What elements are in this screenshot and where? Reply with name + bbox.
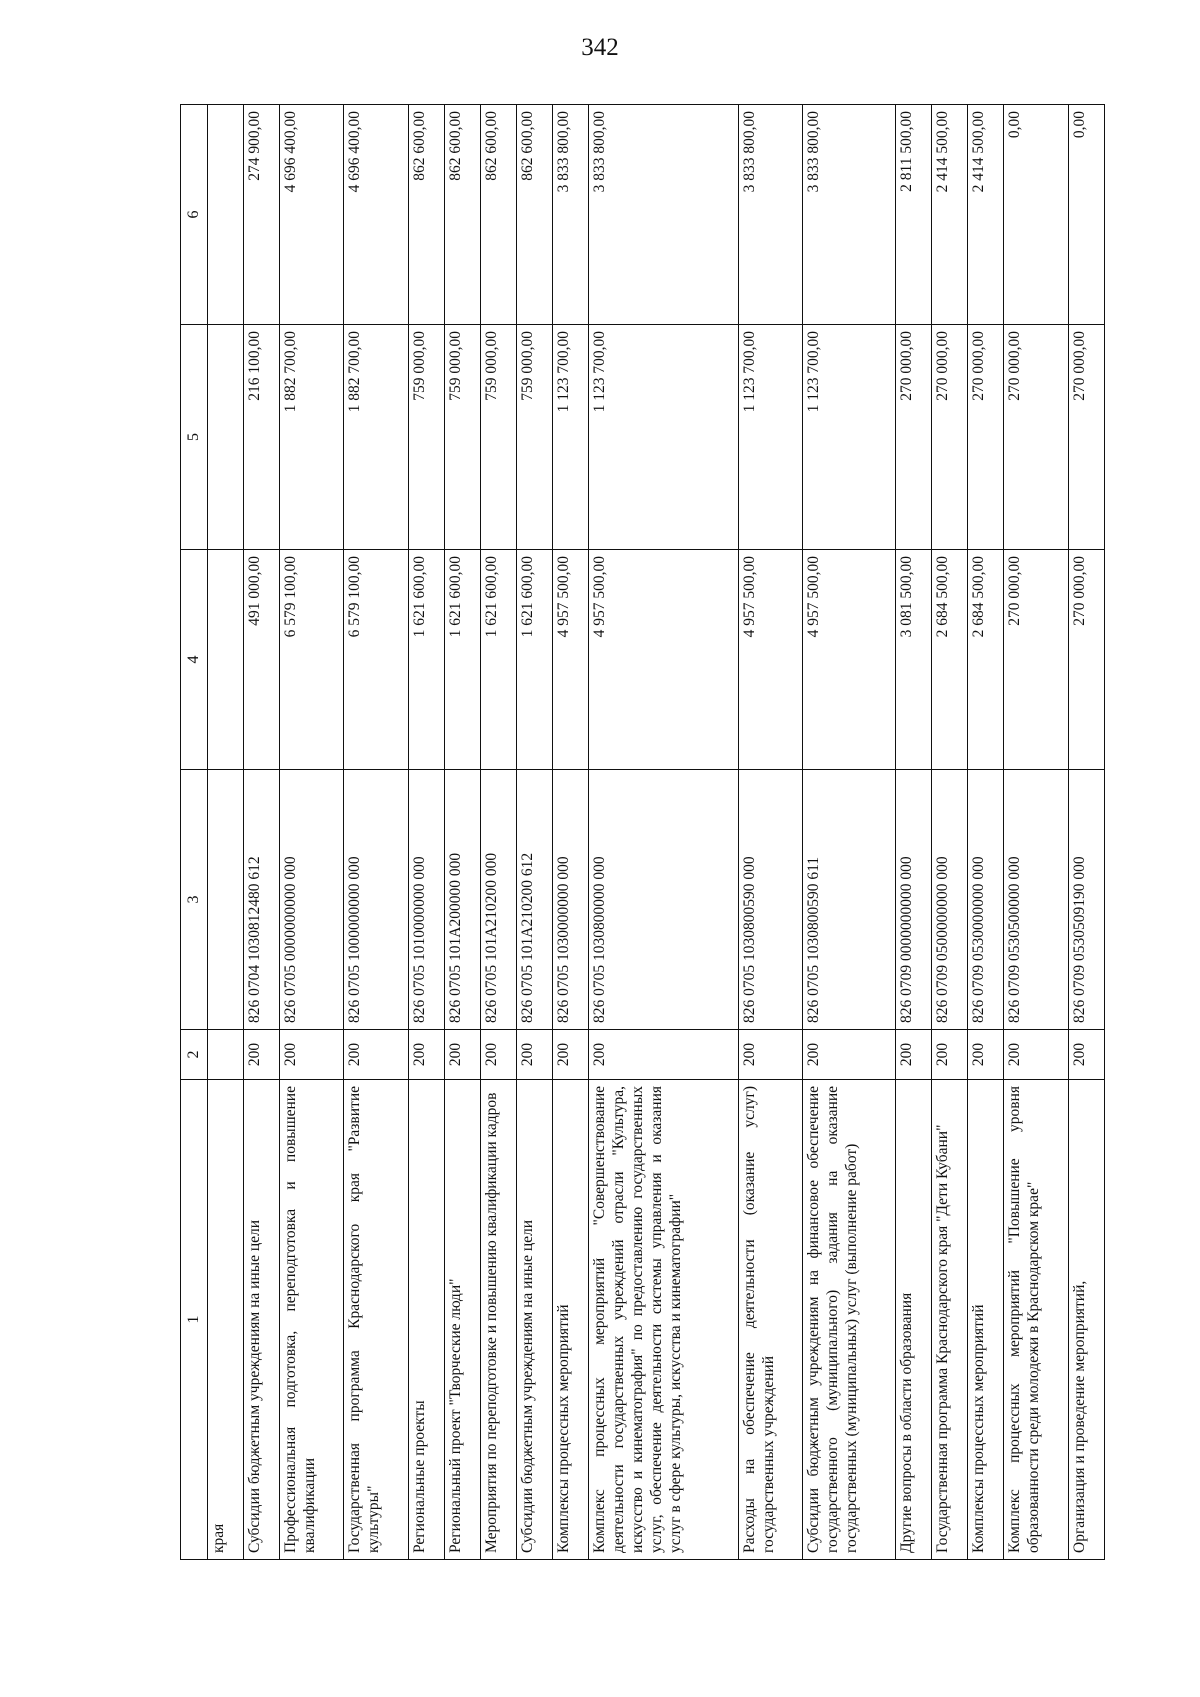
row-kbk-cell: 826 0705 1030800590 000 bbox=[738, 770, 802, 1030]
table-row bbox=[444, 105, 480, 1560]
row-value-col4: 2 684 500,00 bbox=[968, 550, 1004, 770]
table-row bbox=[738, 105, 802, 1560]
row-code-cell: 200 bbox=[932, 1030, 968, 1080]
row-value-col6: 3 833 800,00 bbox=[552, 105, 588, 325]
row-code-cell: 200 bbox=[244, 1030, 280, 1080]
row-value-col4: 6 579 100,00 bbox=[344, 550, 408, 770]
row-value-col4: 4 957 500,00 bbox=[588, 550, 738, 770]
row-name-cell: Региональные проекты bbox=[408, 1080, 444, 1560]
row-value-col4: 270 000,00 bbox=[1004, 550, 1068, 770]
table-row bbox=[896, 105, 932, 1560]
row-kbk-cell: 826 0709 0530000000 000 bbox=[968, 770, 1004, 1030]
row-name-cell: Организация и проведение мероприятий, bbox=[1068, 1080, 1104, 1560]
row-code-cell: 200 bbox=[896, 1030, 932, 1080]
row-code-cell: 200 bbox=[344, 1030, 408, 1080]
row-value-col5: 759 000,00 bbox=[444, 325, 480, 550]
row-kbk-cell: 826 0705 101A210200 612 bbox=[516, 770, 552, 1030]
row-kbk-cell: 826 0709 0500000000 000 bbox=[932, 770, 968, 1030]
row-value-col5: 759 000,00 bbox=[480, 325, 516, 550]
row-value-col5 bbox=[208, 325, 244, 550]
row-name-cell: Комплекс процессных мероприятий "Совершенствование деятельности государственных учреждений отрасли "Культура, искусство и кинематография" по предоставлению государственных услуг, обеспечение деятельности системы управления и оказания услуг в сфере культуры, искусства и кинематографии" bbox=[588, 1080, 738, 1560]
column-header: 3 bbox=[181, 770, 208, 1030]
row-code-cell: 200 bbox=[1004, 1030, 1068, 1080]
row-kbk-cell: 826 0705 1000000000 000 bbox=[344, 770, 408, 1030]
row-value-col6: 3 833 800,00 bbox=[588, 105, 738, 325]
row-code-cell: 200 bbox=[280, 1030, 344, 1080]
row-name-cell: Государственная программа Краснодарского края "Развитие культуры" bbox=[344, 1080, 408, 1560]
row-kbk-cell: 826 0705 1010000000 000 bbox=[408, 770, 444, 1030]
row-value-col6: 3 833 800,00 bbox=[803, 105, 896, 325]
row-kbk-cell: 826 0704 1030812480 612 bbox=[244, 770, 280, 1030]
row-name-cell: Субсидии бюджетным учреждениям на иные цели bbox=[244, 1080, 280, 1560]
column-header: 5 bbox=[181, 325, 208, 550]
row-value-col5: 1 123 700,00 bbox=[552, 325, 588, 550]
table-row bbox=[1004, 105, 1068, 1560]
row-value-col6: 862 600,00 bbox=[444, 105, 480, 325]
budget-table bbox=[180, 104, 1105, 1560]
row-value-col4: 2 684 500,00 bbox=[932, 550, 968, 770]
table-row bbox=[280, 105, 344, 1560]
table-row bbox=[932, 105, 968, 1560]
row-name-cell: Мероприятия по переподготовке и повышению квалификации кадров bbox=[480, 1080, 516, 1560]
row-value-col5: 1 123 700,00 bbox=[738, 325, 802, 550]
row-kbk-cell: 826 0705 1030800000 000 bbox=[588, 770, 738, 1030]
header-row bbox=[181, 105, 208, 1560]
row-name-cell: Комплексы процессных мероприятий bbox=[552, 1080, 588, 1560]
row-value-col4: 1 621 600,00 bbox=[408, 550, 444, 770]
row-kbk-cell: 826 0705 1030800590 611 bbox=[803, 770, 896, 1030]
column-header: 2 bbox=[181, 1030, 208, 1080]
row-code-cell bbox=[208, 1030, 244, 1080]
rotated-table-wrapper bbox=[180, 105, 1105, 1560]
row-kbk-cell: 826 0709 0000000000 000 bbox=[896, 770, 932, 1030]
row-name-cell: Комплекс процессных мероприятий "Повышение уровня образованности среди молодежи в Краснодарском крае" bbox=[1004, 1080, 1068, 1560]
row-value-col4: 1 621 600,00 bbox=[444, 550, 480, 770]
row-name-cell: Другие вопросы в области образования bbox=[896, 1080, 932, 1560]
table-row bbox=[244, 105, 280, 1560]
row-value-col6: 2 414 500,00 bbox=[932, 105, 968, 325]
row-value-col5: 759 000,00 bbox=[516, 325, 552, 550]
row-value-col6: 0,00 bbox=[1004, 105, 1068, 325]
row-value-col4: 1 621 600,00 bbox=[480, 550, 516, 770]
table-row bbox=[552, 105, 588, 1560]
column-header: 4 bbox=[181, 550, 208, 770]
row-code-cell: 200 bbox=[803, 1030, 896, 1080]
row-kbk-cell: 826 0709 0530509190 000 bbox=[1068, 770, 1104, 1030]
table-row bbox=[480, 105, 516, 1560]
row-value-col6: 862 600,00 bbox=[516, 105, 552, 325]
row-value-col5: 1 123 700,00 bbox=[588, 325, 738, 550]
row-value-col5: 270 000,00 bbox=[968, 325, 1004, 550]
row-value-col4: 6 579 100,00 bbox=[280, 550, 344, 770]
table-row bbox=[803, 105, 896, 1560]
row-name-cell: Региональный проект "Творческие люди" bbox=[444, 1080, 480, 1560]
table-row bbox=[208, 105, 244, 1560]
row-kbk-cell: 826 0705 0000000000 000 bbox=[280, 770, 344, 1030]
row-name-cell: Субсидии бюджетным учреждениям на финансовое обеспечение государственного (муниципального) задания на оказание государственных (муниципальных) услуг (выполнение работ) bbox=[803, 1080, 896, 1560]
row-code-cell: 200 bbox=[738, 1030, 802, 1080]
page-number: 342 bbox=[581, 34, 619, 61]
row-code-cell: 200 bbox=[480, 1030, 516, 1080]
row-name-cell: Комплексы процессных мероприятий bbox=[968, 1080, 1004, 1560]
row-value-col5: 1 882 700,00 bbox=[280, 325, 344, 550]
row-value-col6: 2 414 500,00 bbox=[968, 105, 1004, 325]
column-header: 1 bbox=[181, 1080, 208, 1560]
row-code-cell: 200 bbox=[516, 1030, 552, 1080]
row-kbk-cell: 826 0709 0530500000 000 bbox=[1004, 770, 1068, 1030]
row-value-col5: 1 882 700,00 bbox=[344, 325, 408, 550]
row-value-col5: 270 000,00 bbox=[1068, 325, 1104, 550]
row-value-col6: 4 696 400,00 bbox=[344, 105, 408, 325]
row-value-col5: 1 123 700,00 bbox=[803, 325, 896, 550]
table-row bbox=[1068, 105, 1104, 1560]
row-value-col6: 862 600,00 bbox=[408, 105, 444, 325]
row-name-cell: Расходы на обеспечение деятельности (оказание услуг) государственных учреждений bbox=[738, 1080, 802, 1560]
row-name-cell: Субсидии бюджетным учреждениям на иные цели bbox=[516, 1080, 552, 1560]
row-value-col4: 4 957 500,00 bbox=[738, 550, 802, 770]
table-row bbox=[588, 105, 738, 1560]
row-code-cell: 200 bbox=[408, 1030, 444, 1080]
row-value-col5: 759 000,00 bbox=[408, 325, 444, 550]
row-kbk-cell bbox=[208, 770, 244, 1030]
row-value-col6: 4 696 400,00 bbox=[280, 105, 344, 325]
row-value-col5: 270 000,00 bbox=[1004, 325, 1068, 550]
row-code-cell: 200 bbox=[588, 1030, 738, 1080]
row-value-col4: 4 957 500,00 bbox=[803, 550, 896, 770]
row-value-col6 bbox=[208, 105, 244, 325]
row-value-col6: 274 900,00 bbox=[244, 105, 280, 325]
row-value-col4: 3 081 500,00 bbox=[896, 550, 932, 770]
row-code-cell: 200 bbox=[444, 1030, 480, 1080]
row-value-col6: 0,00 bbox=[1068, 105, 1104, 325]
row-code-cell: 200 bbox=[552, 1030, 588, 1080]
row-value-col5: 216 100,00 bbox=[244, 325, 280, 550]
table-row bbox=[516, 105, 552, 1560]
row-code-cell: 200 bbox=[968, 1030, 1004, 1080]
row-name-cell: Государственная программа Краснодарского края "Дети Кубани" bbox=[932, 1080, 968, 1560]
row-value-col6: 862 600,00 bbox=[480, 105, 516, 325]
table-row bbox=[968, 105, 1004, 1560]
row-value-col4: 270 000,00 bbox=[1068, 550, 1104, 770]
row-value-col4: 491 000,00 bbox=[244, 550, 280, 770]
row-value-col6: 3 833 800,00 bbox=[738, 105, 802, 325]
row-kbk-cell: 826 0705 1030000000 000 bbox=[552, 770, 588, 1030]
row-value-col5: 270 000,00 bbox=[932, 325, 968, 550]
row-value-col4 bbox=[208, 550, 244, 770]
row-kbk-cell: 826 0705 101A210200 000 bbox=[480, 770, 516, 1030]
table-row bbox=[408, 105, 444, 1560]
row-code-cell: 200 bbox=[1068, 1030, 1104, 1080]
row-name-cell: Профессиональная подготовка, переподготовка и повышение квалификации bbox=[280, 1080, 344, 1560]
row-value-col6: 2 811 500,00 bbox=[896, 105, 932, 325]
row-value-col4: 1 621 600,00 bbox=[516, 550, 552, 770]
table-row bbox=[344, 105, 408, 1560]
row-kbk-cell: 826 0705 101A200000 000 bbox=[444, 770, 480, 1030]
row-name-cell: края bbox=[208, 1080, 244, 1560]
row-value-col4: 4 957 500,00 bbox=[552, 550, 588, 770]
row-value-col5: 270 000,00 bbox=[896, 325, 932, 550]
column-header: 6 bbox=[181, 105, 208, 325]
